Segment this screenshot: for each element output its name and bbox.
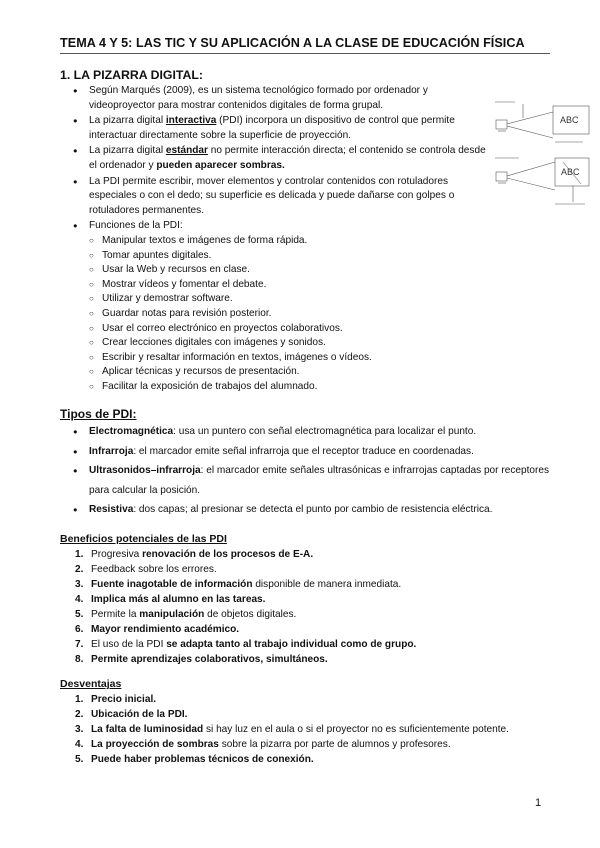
desventajas-list bbox=[60, 692, 520, 767]
item-bold: manipulación bbox=[139, 609, 205, 620]
list-item: ○ Guardar notas para revisión posterior. bbox=[89, 307, 496, 322]
item-bold: se adapta tanto al trabajo individual como de grupo. bbox=[166, 639, 417, 650]
list-item bbox=[60, 144, 496, 173]
item-number: 6. bbox=[75, 624, 84, 635]
list-item bbox=[60, 461, 550, 500]
pizarra-diagram bbox=[493, 98, 593, 210]
list-item bbox=[60, 652, 550, 667]
item-text: disponible de manera inmediata. bbox=[252, 579, 402, 590]
list-item: ○ Aplicar técnicas y recursos de presentación. bbox=[89, 365, 496, 380]
term-interactiva: interactiva bbox=[165, 115, 217, 127]
tipo-desc: : usa un puntero con señal electromagnética para localizar el punto. bbox=[173, 426, 477, 437]
list-item bbox=[60, 737, 520, 752]
list-item: ○ Tomar apuntes digitales. bbox=[89, 249, 496, 264]
item-number: 1. bbox=[75, 694, 84, 705]
list-item bbox=[60, 722, 520, 737]
tipo-desc: : el marcador emite señales ultrasónicas e infrarrojas captadas por receptores para calcular la posición. bbox=[89, 465, 550, 496]
item-bold: renovación de los procesos de E-A. bbox=[142, 549, 314, 560]
list-item: ○ Utilizar y demostrar software. bbox=[89, 292, 496, 307]
beneficios-list bbox=[60, 547, 550, 667]
list-item bbox=[60, 577, 550, 592]
tipo-desc: : el marcador emite señal infrarroja que el receptor traduce en coordenadas. bbox=[133, 445, 474, 457]
item-text: si hay luz en el aula o si el proyector no es suficientemente potente. bbox=[203, 724, 509, 735]
item-bold: Precio inicial. bbox=[91, 694, 157, 705]
pizarra-bullet-list bbox=[60, 84, 496, 234]
item-text: El uso de la PDI bbox=[91, 639, 167, 650]
tipo-term: Electromagnética bbox=[89, 426, 174, 437]
list-item bbox=[60, 707, 520, 722]
list-item bbox=[60, 607, 550, 622]
item-number: 4. bbox=[75, 739, 84, 750]
section-pizarra-body bbox=[60, 84, 496, 394]
board-text-1: ABC bbox=[560, 115, 579, 125]
list-item bbox=[60, 622, 550, 637]
item-text: Permite la bbox=[91, 609, 140, 620]
item-number: 1. bbox=[75, 549, 84, 560]
list-item: ○ Crear lecciones digitales con imágenes y sonidos. bbox=[89, 336, 496, 351]
list-item bbox=[60, 752, 520, 767]
tipo-term: Resistiva bbox=[89, 504, 134, 516]
list-item: ○ Facilitar la exposición de trabajos del alumnado. bbox=[89, 380, 496, 395]
funciones-list bbox=[89, 234, 496, 395]
term-estandar: estándar bbox=[165, 145, 208, 157]
item-text: de objetos digitales. bbox=[204, 609, 297, 620]
tipo-desc: : dos capas; al presionar se detecta el punto por cambio de resistencia eléctrica. bbox=[133, 504, 493, 516]
item-text: Progresiva bbox=[91, 549, 143, 560]
list-item bbox=[60, 219, 496, 234]
page-number: 1 bbox=[535, 797, 542, 809]
board-text-2: ABC bbox=[561, 167, 580, 177]
computer-icon bbox=[496, 120, 507, 129]
bullet-text: La PDI permite escribir, mover elementos y controlar contenidos con rotuladores especiales o con el dedo; su superficie es delicada y puede dañarse con golpes o rotuladores permanentes. bbox=[89, 175, 455, 216]
item-bold: Permite aprendizajes colaborativos, simultáneos. bbox=[91, 654, 328, 665]
bullet-text-pre: La pizarra digital bbox=[89, 145, 166, 157]
tipos-list bbox=[60, 422, 550, 520]
item-text: Feedback sobre los errores. bbox=[91, 564, 217, 575]
list-item bbox=[60, 692, 520, 707]
bullet-text: Funciones de la PDI: bbox=[89, 220, 183, 232]
item-bold: La proyección de sombras bbox=[91, 739, 219, 750]
item-bold: Fuente inagotable de información bbox=[91, 579, 253, 590]
item-bold: Mayor rendimiento académico. bbox=[91, 624, 240, 635]
bullet-text-pre: La pizarra digital bbox=[89, 115, 166, 127]
bullet-text-post: (PDI) incorpora un dispositivo de control que permite interactuar directamente sobre la superficie de proyección. bbox=[89, 115, 455, 141]
list-item bbox=[60, 547, 550, 562]
item-number: 3. bbox=[75, 724, 84, 735]
list-item bbox=[60, 114, 496, 143]
list-item bbox=[60, 592, 550, 607]
item-bold: Ubicación de la PDI. bbox=[91, 709, 188, 720]
list-item bbox=[60, 175, 496, 219]
list-item bbox=[60, 562, 550, 577]
list-item bbox=[60, 637, 550, 652]
item-number: 5. bbox=[75, 754, 84, 765]
list-item: ○ Manipular textos e imágenes de forma rápida. bbox=[89, 234, 496, 249]
bullet-text-mid: no permite interacción directa; el contenido se controla desde el ordenador y bbox=[89, 145, 486, 171]
tipo-term: Ultrasonidos–infrarroja bbox=[89, 465, 201, 477]
list-item bbox=[60, 442, 550, 462]
item-text: sobre la pizarra por parte de alumnos y profesores. bbox=[218, 739, 451, 750]
item-bold: Puede haber problemas técnicos de conexión. bbox=[91, 754, 314, 765]
item-number: 2. bbox=[75, 709, 84, 720]
section-heading-beneficios: Beneficios potenciales de las PDI bbox=[60, 533, 227, 545]
bullet-text: Según Marqués (2009), es un sistema tecnológico formado por ordenador y videoproyector para mostrar contenidos digitales de forma grupal. bbox=[89, 85, 428, 111]
section-heading-tipos: Tipos de PDI: bbox=[60, 407, 137, 421]
item-number: 7. bbox=[75, 639, 84, 650]
item-number: 2. bbox=[75, 564, 84, 575]
list-item: ○ Mostrar vídeos y fomentar el debate. bbox=[89, 278, 496, 293]
list-item: ○ Usar la Web y recursos en clase. bbox=[89, 263, 496, 278]
list-item: ○ Usar el correo electrónico en proyectos colaborativos. bbox=[89, 322, 496, 337]
section-heading-pizarra: 1. LA PIZARRA DIGITAL: bbox=[60, 68, 203, 82]
section-beneficios-body bbox=[60, 547, 550, 667]
list-item bbox=[60, 500, 550, 520]
tipo-term: Infrarroja bbox=[89, 445, 134, 457]
item-number: 8. bbox=[75, 654, 84, 665]
section-desventajas-body bbox=[60, 692, 520, 767]
list-item bbox=[60, 422, 550, 442]
item-number: 4. bbox=[75, 594, 84, 605]
item-number: 3. bbox=[75, 579, 84, 590]
section-heading-desventajas: Desventajas bbox=[60, 678, 122, 690]
list-item: ○ Escribir y resaltar información en textos, imágenes o vídeos. bbox=[89, 351, 496, 366]
item-bold: La falta de luminosidad bbox=[91, 724, 204, 735]
item-bold: Implica más al alumno en las tareas. bbox=[91, 594, 266, 605]
item-number: 5. bbox=[75, 609, 84, 620]
bullet-text-strong: pueden aparecer sombras. bbox=[156, 159, 285, 171]
list-item bbox=[60, 84, 496, 113]
computer-icon bbox=[496, 172, 507, 181]
section-tipos-body bbox=[60, 422, 550, 520]
document-title: TEMA 4 Y 5: LAS TIC Y SU APLICACIÓN A LA CLASE DE EDUCACIÓN FÍSICA bbox=[60, 36, 550, 54]
